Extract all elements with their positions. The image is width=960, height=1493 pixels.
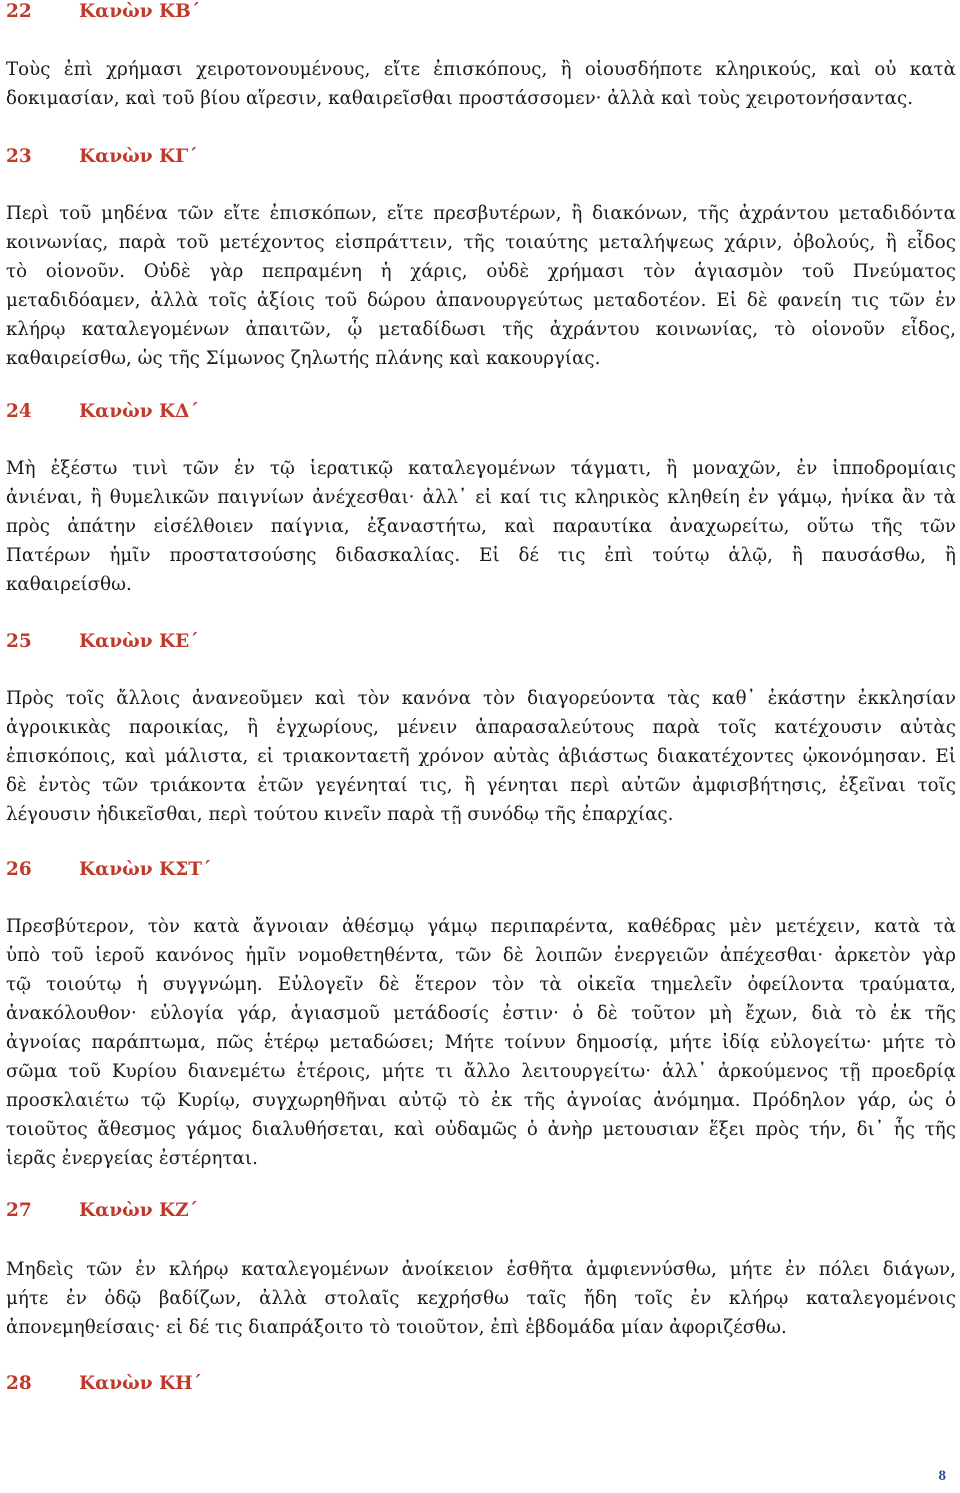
text-line: ἀνακόλουθον· εὐλογία γάρ, ἁγιασμοῦ μετάδοσίς ἐστιν· ὁ δὲ τοῦτον μὴ ἔχων, διὰ τὸ ἐκ τῆς bbox=[6, 1003, 956, 1024]
text-line: ἀνιέναι, ἢ θυμελικῶν παιγνίων ἀνέχεσθαι· ἀλλ᾽ εἰ καί τις κληρικὸς κληθείη ἐν γάμῳ, ἡνίκα ἂν τὰ bbox=[6, 487, 956, 508]
text-line: μεταδιδόαμεν, ἀλλὰ τοῖς ἀξίοις τοῦ δώρου ἀπανουργεύτως μεταδοτέον. Εἰ δὲ φανείη τις τῶν ἐν bbox=[6, 290, 956, 311]
text-line: ἐπισκόποις, καὶ μάλιστα, εἰ τριακονταετῆ χρόνον αὐτὰς ἀβιάστως διακατέχοντες ᾠκονόμησαν. Εἰ bbox=[6, 746, 956, 767]
text-line: Περὶ τοῦ μηδένα τῶν εἴτε ἐπισκόπων, εἴτε πρεσβυτέρων, ἢ διακόνων, τῆς ἀχράντου μεταδιδόντα bbox=[6, 203, 956, 224]
canon-title: Κανὼν ΚΔ΄ bbox=[79, 401, 199, 422]
canon-heading-26 bbox=[6, 858, 956, 882]
canon-title: Κανὼν ΚΕ΄ bbox=[79, 631, 199, 652]
canon-body-24 bbox=[6, 454, 956, 599]
canon-section-27 bbox=[6, 1199, 956, 1223]
canon-text bbox=[6, 55, 956, 113]
canon-number: 26 bbox=[6, 859, 32, 880]
canon-section-28 bbox=[6, 1372, 956, 1396]
text-line: τὸ οἱονοῦν. Οὐδὲ γὰρ πεπραμένη ἡ χάρις, οὐδὲ χρήμασι τὸν ἁγιασμὸν τοῦ Πνεύματος bbox=[6, 261, 956, 282]
text-line: ἀγροικικὰς παροικίας, ἢ ἐγχωρίους, μένειν ἀπαρασαλεύτους παρὰ τοῖς κατέχουσιν αὐτὰς bbox=[6, 717, 956, 738]
text-line: Πρὸς τοῖς ἄλλοις ἀνανεοῦμεν καὶ τὸν κανόνα τὸν διαγορεύοντα τὰς καθ᾽ ἑκάστην ἐκκλησίαν bbox=[6, 688, 956, 709]
text-line: δὲ ἐντὸς τῶν τριάκοντα ἐτῶν γεγένηταί τις, ἢ γένηται περὶ αὐτῶν ἀμφισβήτησις, ἐξεῖναι τοῖς bbox=[6, 775, 956, 796]
canon-heading-22 bbox=[6, 0, 956, 24]
canon-heading-28 bbox=[6, 1372, 956, 1396]
canon-text bbox=[6, 199, 956, 373]
text-line: Πρεσβύτερον, τὸν κατὰ ἄγνοιαν ἀθέσμῳ γάμῳ περιπαρέντα, καθέδρας μὲν μετέχειν, κατὰ τὰ bbox=[6, 916, 956, 937]
text-line: προσκλαιέτω τῷ Κυρίῳ, συγχωρηθῆναι αὐτῷ τὸ ἐκ τῆς ἀγνοίας ἀνόμημα. Πρόδηλον γάρ, ὡς ὁ bbox=[6, 1090, 956, 1111]
canon-title: Κανὼν ΚΒ΄ bbox=[79, 1, 201, 22]
canon-number: 27 bbox=[6, 1200, 32, 1221]
text-line: μήτε ἐν ὁδῷ βαδίζων, ἀλλὰ στολαῖς κεχρήσθω ταῖς ἤδη τοῖς ἐν κλήρῳ καταλεγομένοις bbox=[6, 1288, 956, 1309]
text-line: λέγουσιν ἠδικεῖσθαι, περὶ τούτου κινεῖν παρὰ τῇ συνόδῳ τῆς ἐπαρχίας. bbox=[6, 804, 674, 825]
text-line: ἀγνοίας παράπτωμα, πῶς ἑτέρῳ μεταδώσει; Μήτε τοίνυν δημοσίᾳ, μήτε ἰδίᾳ εὐλογείτω· μήτε τὸ bbox=[6, 1032, 956, 1053]
canon-heading-27 bbox=[6, 1199, 956, 1223]
text-line: κοινωνίας, παρὰ τοῦ μετέχοντος εἰσπράττειν, τῆς τοιαύτης μεταλήψεως χάριν, ὀβολούς, ἢ εἶδος bbox=[6, 232, 956, 253]
canon-text bbox=[6, 1255, 956, 1342]
canon-section-22 bbox=[6, 0, 956, 24]
canon-number: 28 bbox=[6, 1373, 32, 1394]
text-line: ἀπονεμηθείσαις· εἰ δέ τις διαπράξοιτο τὸ τοιοῦτον, ἐπὶ ἑβδομάδα μίαν ἀφοριζέσθω. bbox=[6, 1317, 787, 1338]
text-line: πρὸς ἀπάτην εἰσέλθοιεν παίγνια, ἐξαναστήτω, καὶ παραυτίκα ἀναχωρείτω, οὕτω τῆς τῶν bbox=[6, 516, 956, 537]
canon-text bbox=[6, 684, 956, 829]
canon-text bbox=[6, 912, 956, 1173]
canon-text bbox=[6, 454, 956, 599]
text-line: καθαιρείσθω. bbox=[6, 574, 132, 595]
canon-number: 22 bbox=[6, 1, 32, 22]
canon-title: Κανὼν ΚΗ΄ bbox=[79, 1373, 202, 1394]
page-number: 8 bbox=[938, 1468, 946, 1484]
canon-section-24 bbox=[6, 400, 956, 424]
canon-number: 24 bbox=[6, 401, 32, 422]
text-line: ἱερᾶς ἐνεργείας ἐστέρηται. bbox=[6, 1148, 258, 1169]
canon-heading-25 bbox=[6, 630, 956, 654]
canon-title: Κανὼν ΚΣΤ΄ bbox=[79, 859, 212, 880]
text-line: τοιοῦτος ἄθεσμος γάμος διαλυθήσεται, καὶ οὐδαμῶς ὁ ἀνὴρ μετουσιαν ἕξει πρὸς τήν, δι᾽ ἧς τῆς bbox=[6, 1119, 956, 1140]
canon-body-22 bbox=[6, 55, 956, 113]
text-line: δοκιμασίαν, καὶ τοῦ βίου αἵρεσιν, καθαιρεῖσθαι προστάσσομεν· ἀλλὰ καὶ τοὺς χειροτονήσαντας. bbox=[6, 88, 914, 109]
text-line: τῷ τοιούτῳ ἡ συγγνώμη. Εὐλογεῖν δὲ ἕτερον τὸν τὰ οἰκεῖα τημελεῖν ὀφείλοντα τραύματα, bbox=[6, 974, 956, 995]
canon-body-23 bbox=[6, 199, 956, 373]
canon-body-26 bbox=[6, 912, 956, 1173]
canon-title: Κανὼν ΚΖ΄ bbox=[79, 1200, 198, 1221]
canon-number: 23 bbox=[6, 146, 32, 167]
canon-section-26 bbox=[6, 858, 956, 882]
text-line: ὑπὸ τοῦ ἱεροῦ κανόνος ἡμῖν νομοθετηθέντα, τῶν δὲ λοιπῶν ἐνεργειῶν ἀπέχεσθαι· ἀρκετὸν γὰρ bbox=[6, 945, 956, 966]
text-line: Μὴ ἐξέστω τινὶ τῶν ἐν τῷ ἱερατικῷ καταλεγομένων τάγματι, ἢ μοναχῶν, ἐν ἱπποδρομίαις bbox=[6, 458, 956, 479]
text-line: Τοὺς ἐπὶ χρήμασι χειροτονουμένους, εἴτε ἐπισκόπους, ἢ οἱουσδήποτε κληρικούς, καὶ οὐ κατὰ bbox=[6, 59, 956, 80]
canon-heading-24 bbox=[6, 400, 956, 424]
canon-body-27 bbox=[6, 1255, 956, 1342]
canon-section-23 bbox=[6, 145, 956, 169]
canon-title: Κανὼν ΚΓ΄ bbox=[79, 146, 198, 167]
canon-heading-23 bbox=[6, 145, 956, 169]
canon-section-25 bbox=[6, 630, 956, 654]
text-line: Μηδεὶς τῶν ἐν κλήρῳ καταλεγομένων ἀνοίκειον ἐσθῆτα ἀμφιεννύσθω, μήτε ἐν πόλει διάγων, bbox=[6, 1259, 956, 1280]
canon-number: 25 bbox=[6, 631, 32, 652]
text-line: σῶμα τοῦ Κυρίου διανεμέτω ἑτέροις, μήτε τι ἄλλο λειτουργείτω· ἀλλ᾽ ἀρκούμενος τῇ προεδρίᾳ bbox=[6, 1061, 956, 1082]
text-line: καθαιρείσθω, ὡς τῆς Σίμωνος ζηλωτής πλάνης καὶ κακουργίας. bbox=[6, 348, 601, 369]
text-line: Πατέρων ἡμῖν προστατσούσης διδασκαλίας. Εἰ δέ τις ἐπὶ τούτῳ ἁλῷ, ἢ παυσάσθω, ἢ bbox=[6, 545, 956, 566]
text-line: κλήρῳ καταλεγομένων ἀπαιτῶν, ᾧ μεταδίδωσι τῆς ἀχράντου κοινωνίας, τὸ οἱονοῦν εἶδος, bbox=[6, 319, 956, 340]
canon-body-25 bbox=[6, 684, 956, 829]
